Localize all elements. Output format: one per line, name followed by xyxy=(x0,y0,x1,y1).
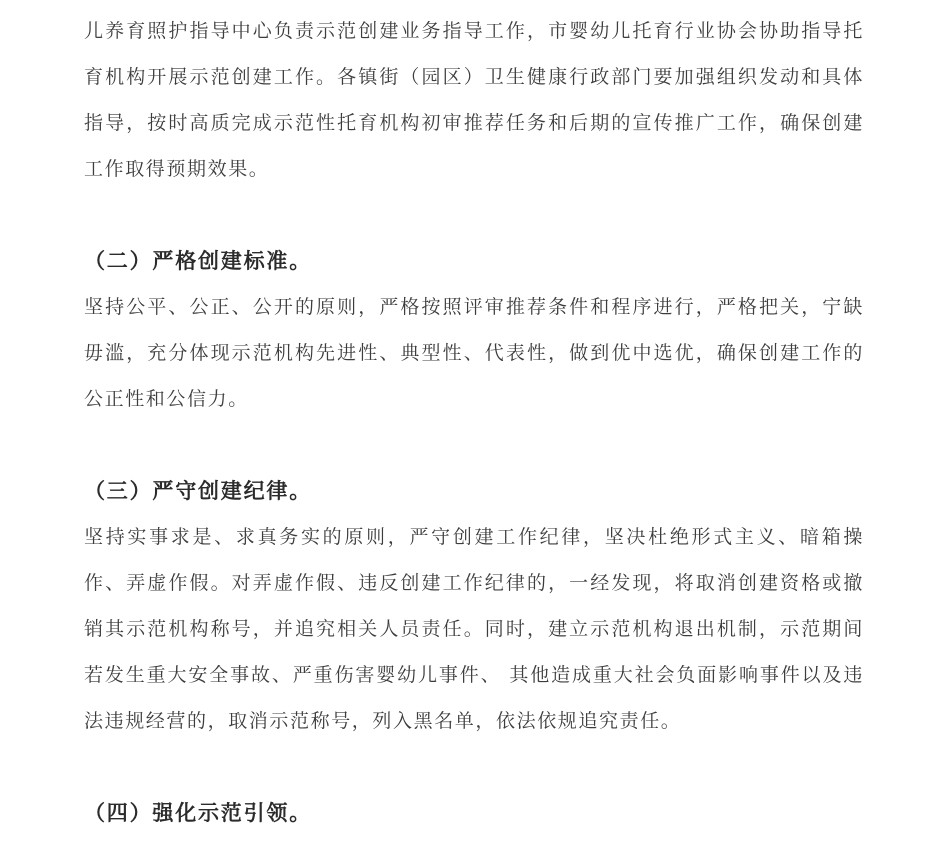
paragraph-spacer xyxy=(84,192,864,238)
section-body-3: 坚持实事求是、求真务实的原则，严守创建工作纪律，坚决杜绝形式主义、暗箱操作、弄虚作假。对弄虚作假、违反创建工作纪律的，一经发现，将取消创建资格或撤销其示范机构称号，并追究相关人员责任。同时，建立示范机构退出机制，示范期间若发生重大安全事故、严重伤害婴幼儿事件、 其他造成重大社会负面影响事件以及违法违规经营的，取消示范称号，列入黑名单，依法依规追究责任。 xyxy=(84,526,864,732)
paragraph-spacer xyxy=(84,744,864,790)
section-heading-4: （四）强化示范引领。 xyxy=(84,801,312,825)
article-body xyxy=(84,8,864,836)
section-heading-3: （三）严守创建纪律。 xyxy=(84,479,312,503)
intro-paragraph: 儿养育照护指导中心负责示范创建业务指导工作，市婴幼儿托育行业协会协助指导托育机构开展示范创建工作。各镇街（园区）卫生健康行政部门要加强组织发动和具体指导，按时高质完成示范性托育机构初审推荐任务和后期的宣传推广工作，确保创建工作取得预期效果。 xyxy=(84,20,864,180)
section-heading-2: （二）严格创建标准。 xyxy=(84,249,312,273)
paragraph-spacer xyxy=(84,422,864,468)
section-body-2: 坚持公平、公正、公开的原则，严格按照评审推荐条件和程序进行，严格把关，宁缺毋滥，充分体现示范机构先进性、典型性、代表性，做到优中选优，确保创建工作的公正性和公信力。 xyxy=(84,296,864,410)
